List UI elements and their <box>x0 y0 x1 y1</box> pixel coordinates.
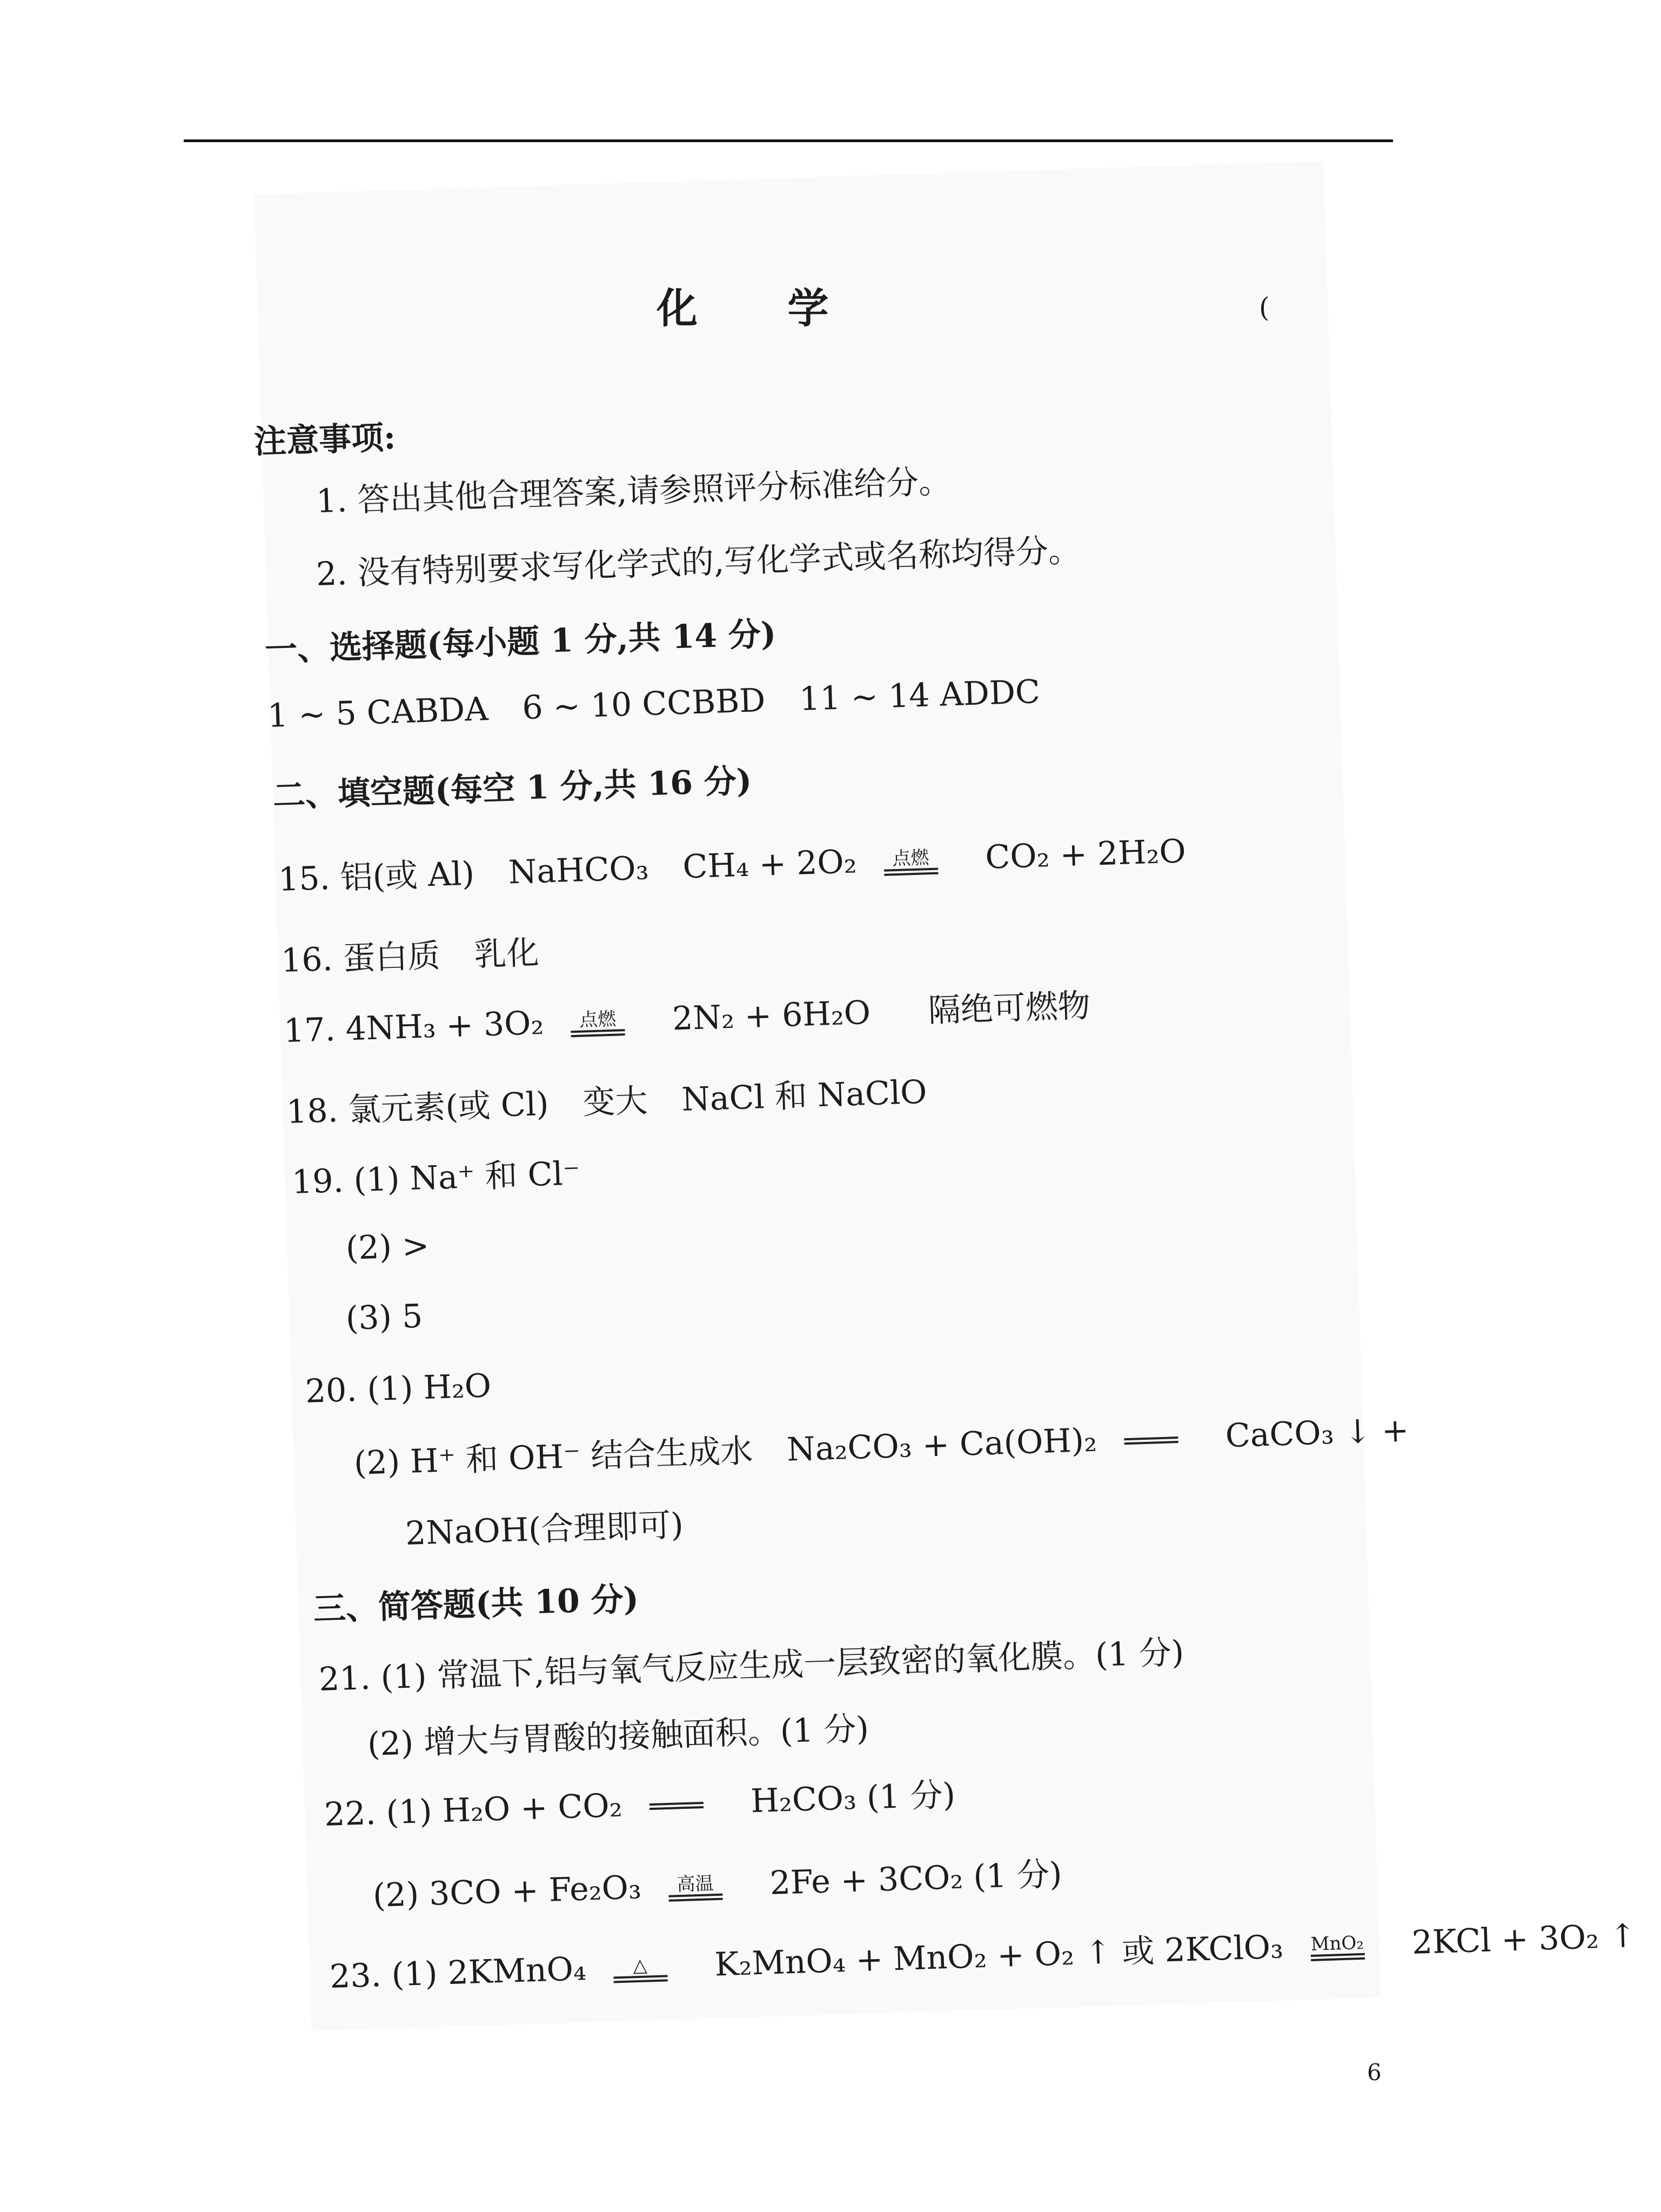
answer-18-c: NaCl 和 NaClO <box>681 1073 928 1119</box>
double-line-icon <box>571 1030 625 1038</box>
margin-mark: ( <box>1259 292 1270 323</box>
answer-17-b: 隔绝可燃物 <box>927 987 1091 1030</box>
equation-15-left: CH₄ + 2O₂ <box>682 843 858 886</box>
answer-21-1: 21. (1) 常温下,铝与氧气反应生成一层致密的氧化膜。(1 分) <box>318 1633 1185 1699</box>
answers-1-5: 1 ~ 5 CABDA <box>266 690 489 735</box>
answer-16 <box>280 926 564 981</box>
reaction-arrow <box>571 1009 649 1037</box>
section2-heading: 二、填空题(每空 1 分,共 16 分) <box>272 762 753 815</box>
double-line-icon <box>649 1802 704 1810</box>
equation-23-right: 2KCl + 3O₂ ↑ <box>1411 1917 1637 1962</box>
answers-6-10: 6 ~ 10 CCBBD <box>521 681 766 727</box>
note-2: 2. 没有特别要求写化学式的,写化学式或名称均得分。 <box>316 531 1081 593</box>
reaction-arrow <box>613 1955 691 1983</box>
equation-22-1-right: H₂CO₃ (1 分) <box>750 1776 956 1821</box>
equation-23-left: 23. (1) 2KMnO₄ <box>329 1950 587 1996</box>
answers-11-14: 11 ~ 14 ADDC <box>799 673 1041 719</box>
double-line-icon <box>613 1975 667 1983</box>
notes-heading: 注意事项: <box>253 418 397 461</box>
answer-19-3: (3) 5 <box>345 1297 424 1338</box>
page-number: 6 <box>1367 2059 1382 2086</box>
equation-17-right: 2N₂ + 6H₂O <box>672 993 872 1038</box>
equation-20-right: CaCO₃ ↓ + <box>1224 1411 1410 1455</box>
double-line-icon <box>884 868 938 876</box>
answer-20-2a: (2) H⁺ 和 OH⁻ 结合生成水 <box>353 1432 754 1482</box>
double-line-icon <box>1124 1437 1178 1445</box>
answer-19-2: (2) > <box>345 1227 430 1267</box>
reaction-arrow <box>883 848 962 876</box>
answer-15-a: 15. 铝(或 Al) <box>278 854 475 899</box>
equation-20-left: Na₂CO₃ + Ca(OH)₂ <box>786 1421 1098 1469</box>
equation-15-right: CO₂ + 2H₂O <box>984 832 1187 877</box>
reaction-condition: 高温 <box>677 1873 714 1896</box>
answer-20-2c: 2NaOH(合理即可) <box>405 1506 684 1553</box>
reaction-condition: △ <box>632 1954 648 1977</box>
equation-17-left: 17. 4NH₃ + 3O₂ <box>283 1004 545 1050</box>
section3-heading: 三、简答题(共 10 分) <box>313 1580 640 1628</box>
answer-16-a: 16. 蛋白质 <box>280 937 441 980</box>
answer-20-1: 20. (1) H₂O <box>304 1367 492 1411</box>
equation-22-2-right: 2Fe + 3CO₂ (1 分) <box>769 1855 1063 1902</box>
answer-18-a: 18. 氯元素(或 Cl) <box>286 1085 550 1131</box>
reaction-arrow <box>1310 1933 1388 1961</box>
answer-19-1: 19. (1) Na⁺ 和 Cl⁻ <box>291 1154 581 1201</box>
reaction-arrow <box>1124 1436 1202 1445</box>
equation-23-mid: K₂MnO₄ + MnO₂ + O₂ ↑ 或 2KClO₃ <box>714 1928 1284 1984</box>
section1-heading: 一、选择题(每小题 1 分,共 14 分) <box>264 615 777 669</box>
answer-15-b: NaHCO₃ <box>507 849 649 892</box>
reaction-condition: MnO₂ <box>1310 1932 1364 1956</box>
equation-22-1-left: 22. (1) H₂O + CO₂ <box>324 1786 623 1834</box>
answer-21-2: (2) 增大与胃酸的接触面积。(1 分) <box>367 1709 869 1763</box>
top-rule <box>184 139 1393 142</box>
reaction-condition: 点燃 <box>892 847 930 870</box>
double-line-icon <box>668 1894 722 1902</box>
reaction-arrow <box>649 1801 727 1810</box>
reaction-arrow <box>668 1874 746 1902</box>
note-1: 1. 答出其他合理答案,请参照评分标准给分。 <box>316 463 952 520</box>
equation-22-2-left: (2) 3CO + Fe₂O₃ <box>372 1868 642 1915</box>
page-title: 化 学 <box>657 284 867 332</box>
answer-16-b: 乳化 <box>473 934 540 974</box>
reaction-condition: 点燃 <box>579 1008 617 1032</box>
double-line-icon <box>1310 1953 1364 1961</box>
answer-18-b: 变大 <box>582 1082 648 1122</box>
